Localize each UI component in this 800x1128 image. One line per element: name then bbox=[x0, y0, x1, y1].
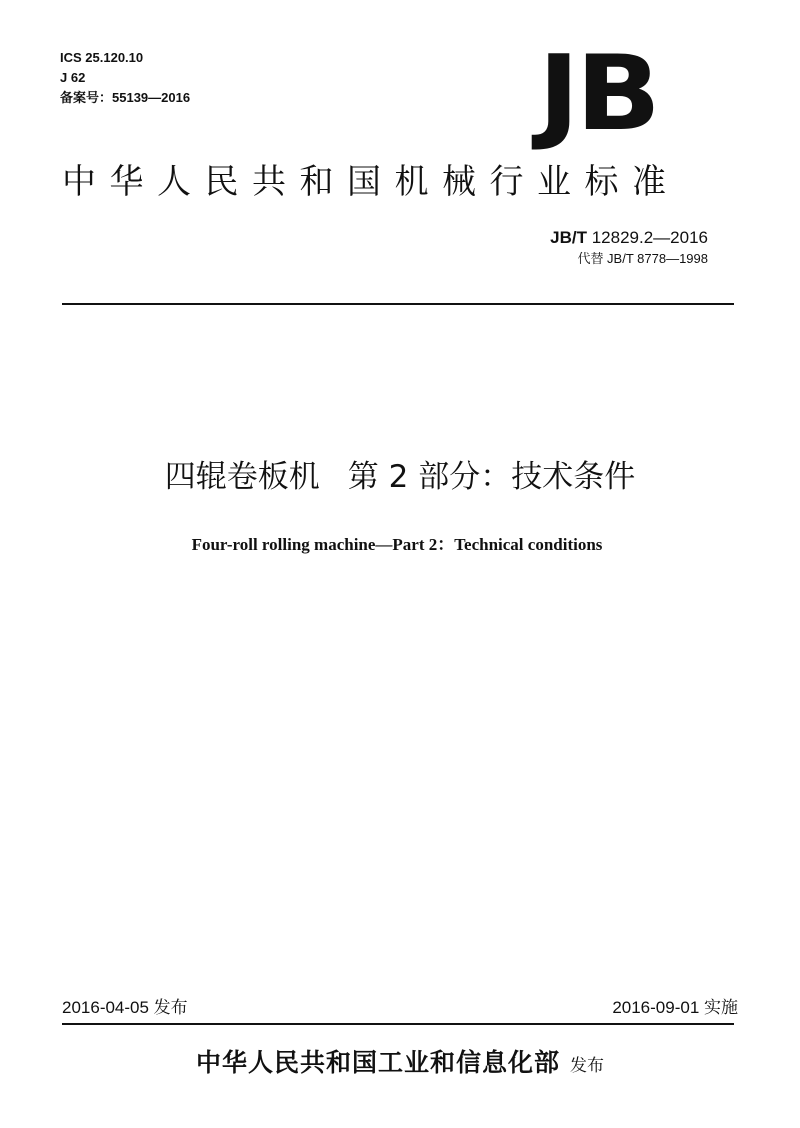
publisher-line bbox=[0, 1045, 800, 1084]
record-number: 备案号：55139—2016 bbox=[60, 90, 191, 105]
effective-date: 2016-09-01 实施 bbox=[612, 998, 738, 1017]
publisher-verb: 发布 bbox=[570, 1056, 604, 1076]
document-title bbox=[0, 455, 800, 499]
standard-category-title: 中华人民共和国机械行业标准 bbox=[62, 162, 680, 202]
publisher-org: 中华人民共和国工业和信息化部 bbox=[195, 1048, 560, 1077]
classification-block bbox=[60, 48, 190, 108]
document-title-part2: 第 2 部分：技术条件 bbox=[347, 459, 636, 495]
top-divider bbox=[62, 303, 734, 305]
bottom-divider bbox=[62, 1023, 734, 1025]
document-title-english: Four-roll rolling machine—Part 2：Technical conditions bbox=[191, 535, 603, 554]
document-title-part1: 四辊卷板机 bbox=[164, 459, 320, 495]
ics-code: ICS 25.120.10 bbox=[60, 50, 144, 65]
standard-number-prefix: JB/T bbox=[550, 228, 587, 247]
issue-date: 2016-04-05 发布 bbox=[62, 998, 188, 1017]
jb-logo: JB bbox=[538, 34, 658, 154]
replaces-standard: 代替 JB/T 8778—1998 bbox=[577, 251, 708, 266]
standard-number-value: 12829.2—2016 bbox=[587, 228, 708, 247]
class-code: J 62 bbox=[60, 70, 86, 85]
standard-number bbox=[550, 227, 708, 249]
